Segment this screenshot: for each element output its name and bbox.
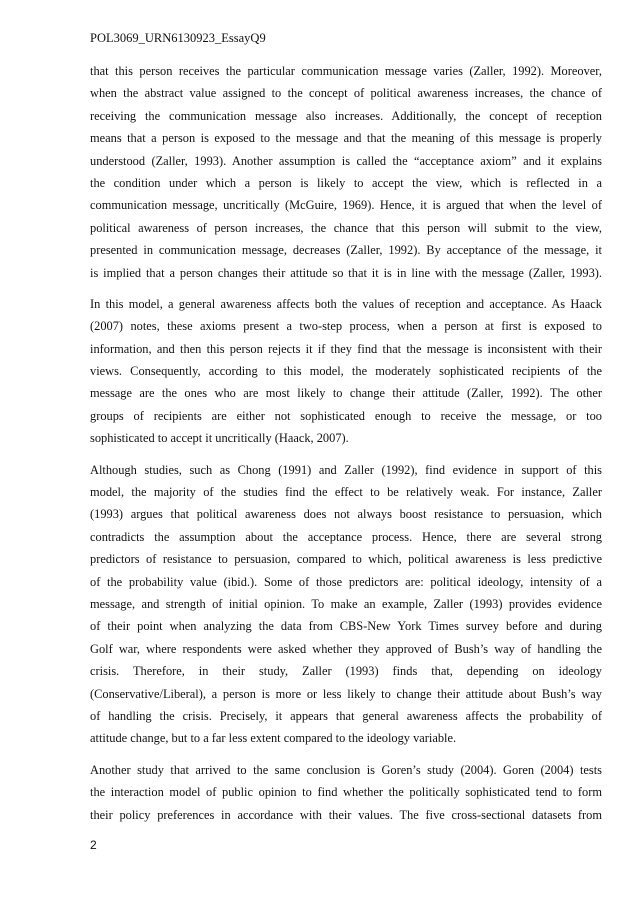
text-line: of the probability value (ibid.). Some of those predictors are: political ideology, intensity of a	[90, 574, 602, 589]
text-line: information, and then this person rejects it if they find that the message is inconsistent with their	[90, 341, 602, 356]
page-number: 2	[90, 838, 97, 852]
paragraph-2	[90, 293, 602, 450]
text-line: groups of recipients are either not sophisticated enough to receive the message, or too	[90, 408, 602, 423]
text-line: of their point when analyzing the data from CBS-New York Times survey before and during	[90, 619, 602, 634]
text-line: the condition under which a person is likely to accept the view, which is reflected in a	[90, 175, 602, 190]
text-line: the interaction model of public opinion to find whether the politically sophisticated tend to form	[90, 785, 602, 800]
text-line: political awareness of person increases, the chance that this person will submit to the view,	[90, 220, 602, 235]
text-line: views. Consequently, according to this model, the moderately sophisticated recipients of the	[90, 364, 602, 379]
text-line: (2007) notes, these axioms present a two-step process, when a person at first is exposed to	[90, 319, 602, 334]
paragraph-4	[90, 759, 602, 826]
text-line: (1993) argues that political awareness does not always boost resistance to persuasion, which	[90, 507, 602, 522]
text-line: Another study that arrived to the same conclusion is Goren’s study (2004). Goren (2004) tests	[90, 762, 602, 777]
text-line: is implied that a person changes their attitude so that it is in line with the message (Zaller, 1993).	[90, 265, 602, 280]
text-line: means that a person is exposed to the message and that the meaning of this message is properly	[90, 131, 602, 146]
text-line: Golf war, where respondents were asked whether they approved of Bush’s way of handling the	[90, 641, 602, 656]
text-line: their policy preferences in accordance with their values. The five cross-sectional datasets from	[90, 807, 602, 822]
text-line: message are the ones who are most likely to change their attitude (Zaller, 1992). The other	[90, 386, 602, 401]
text-line: message, and strength of initial opinion. To make an example, Zaller (1993) provides evidence	[90, 596, 602, 611]
text-line: contradicts the assumption about the acceptance process. Hence, there are several strong	[90, 529, 602, 544]
essay-body	[90, 60, 602, 835]
page-header: POL3069_URN6130923_EssayQ9	[90, 31, 266, 45]
paragraph-3	[90, 459, 602, 750]
text-line: understood (Zaller, 1993). Another assumption is called the “acceptance axiom” and it explains	[90, 153, 602, 168]
paragraph-1	[90, 60, 602, 284]
text-line: receiving the communication message also increases. Additionally, the concept of reception	[90, 108, 602, 123]
text-line: (Conservative/Liberal), a person is more or less likely to change their attitude about Bush’s way	[90, 686, 602, 701]
text-line: In this model, a general awareness affects both the values of reception and acceptance. As Haack	[90, 296, 602, 311]
text-line: model, the majority of the studies find the effect to be relatively weak. For instance, Zaller	[90, 485, 602, 500]
text-line: attitude change, but to a far less extent compared to the ideology variable.	[90, 731, 457, 746]
text-line: sophisticated to accept it uncritically (Haack, 2007).	[90, 431, 349, 446]
text-line: that this person receives the particular communication message varies (Zaller, 1992). Moreover,	[90, 64, 602, 78]
text-line: of handling the crisis. Precisely, it appears that general awareness affects the probability of	[90, 708, 602, 723]
text-line: communication message, uncritically (McGuire, 1969). Hence, it is argued that when the level of	[90, 198, 602, 213]
text-line: when the abstract value assigned to the concept of political awareness increases, the chance of	[90, 86, 602, 101]
text-line: predictors of resistance to persuasion, compared to which, political awareness is less predictive	[90, 552, 602, 567]
text-line: Although studies, such as Chong (1991) and Zaller (1992), find evidence in support of this	[90, 462, 602, 477]
text-line: crisis. Therefore, in their study, Zaller (1993) finds that, depending on ideology	[90, 664, 602, 679]
text-line: presented in communication message, decreases (Zaller, 1992). By acceptance of the message, it	[90, 243, 602, 258]
